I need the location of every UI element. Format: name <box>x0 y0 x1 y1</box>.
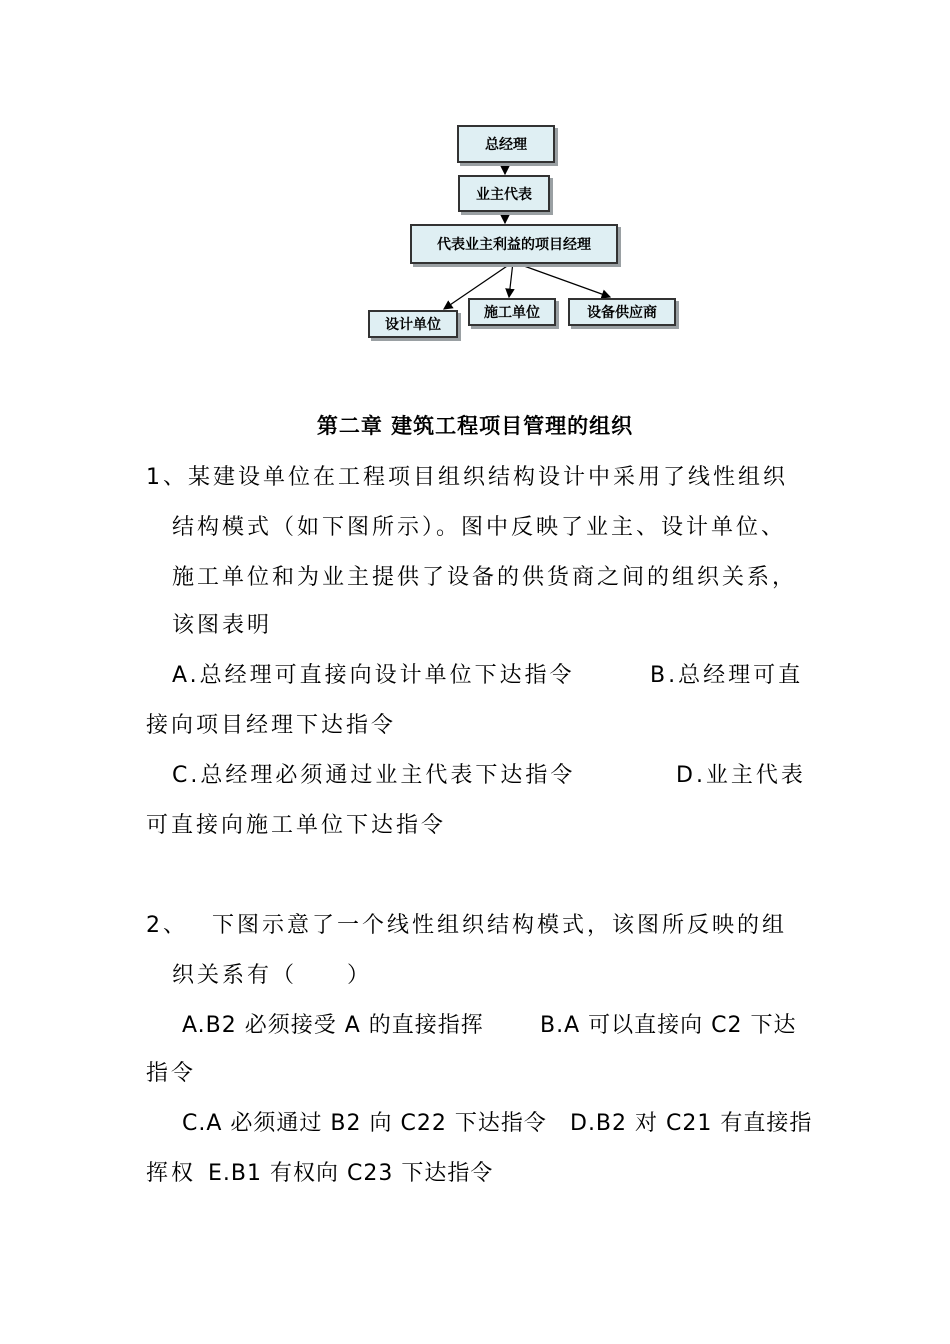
q1-line-2: 结构模式（如下图所示）。图中反映了业主、设计单位、 <box>172 515 787 540</box>
q2-option-d-continued: 挥权 <box>146 1161 197 1186</box>
q1-option-d-continued: 可直接向施工单位下达指令 <box>146 813 447 838</box>
q1-option-c: C.总经理必须通过业主代表下达指令 <box>172 763 576 788</box>
node-design-unit: 设计单位 <box>368 310 458 338</box>
q2-option-a: A.B2 必须接受 A 的直接指挥 <box>182 1013 484 1038</box>
node-general-manager: 总经理 <box>457 125 555 163</box>
q1-line-4: 该图表明 <box>172 613 273 638</box>
q2-option-e: E.B1 有权向 C23 下达指令 <box>208 1161 494 1186</box>
node-project-manager: 代表业主利益的项目经理 <box>410 224 618 264</box>
q1-line-3: 施工单位和为业主提供了设备的供货商之间的组织关系， <box>172 565 798 590</box>
arrow-pm-to-supplier <box>513 262 610 297</box>
node-equipment-supplier: 设备供应商 <box>568 298 676 326</box>
node-owner-representative: 业主代表 <box>458 175 550 212</box>
q2-number: 2、 <box>146 913 188 938</box>
q1-option-b: B.总经理可直 <box>650 663 804 688</box>
node-construction-unit: 施工单位 <box>468 298 556 326</box>
org-chart <box>0 0 950 360</box>
q2-option-c: C.A 必须通过 B2 向 C22 下达指令 <box>182 1111 547 1136</box>
chapter-title: 第二章 建筑工程项目管理的组织 <box>316 414 634 438</box>
q2-option-d: D.B2 对 C21 有直接指 <box>570 1111 813 1136</box>
q1-option-b-continued: 接向项目经理下达指令 <box>146 713 397 738</box>
q2-line-2: 织关系有（ ） <box>172 963 373 988</box>
q2-line-1: 下图示意了一个线性组织结构模式，该图所反映的组 <box>212 913 788 938</box>
q1-option-a: A.总经理可直接向设计单位下达指令 <box>172 663 575 688</box>
q2-option-b-continued: 指令 <box>146 1061 197 1086</box>
q2-option-b: B.A 可以直接向 C2 下达 <box>540 1013 797 1038</box>
q1-option-d: D.业主代表 <box>676 763 806 788</box>
q1-line-1: 1、某建设单位在工程项目组织结构设计中采用了线性组织 <box>146 465 788 490</box>
arrow-pm-to-construction <box>509 262 513 297</box>
